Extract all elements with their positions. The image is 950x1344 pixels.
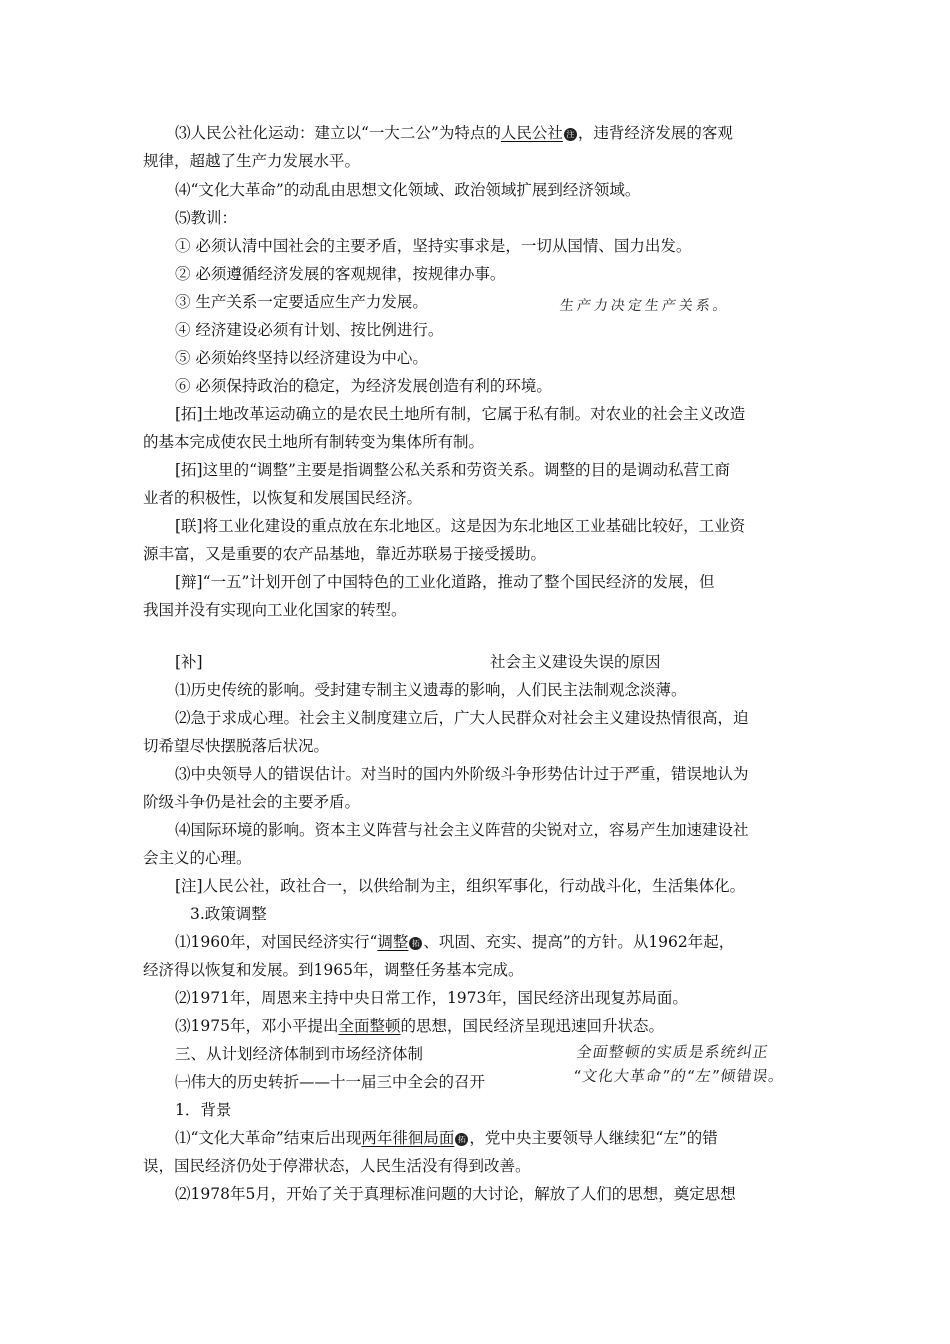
text-segment: ⑴“文化大革命”结束后出现 xyxy=(175,1129,362,1147)
paragraph-line: ⑵1978年5月，开始了关于真理标准问题的大讨论，解放了人们的思想，奠定思想 xyxy=(175,1185,736,1203)
paragraph-line xyxy=(175,1016,845,1036)
underlined-term: 调整 xyxy=(377,933,409,951)
handwritten-line: “文化大革命”的“左”倾错误。 xyxy=(572,1067,786,1085)
underlined-term: 人民公社 xyxy=(500,124,563,142)
subsection-heading: 3.政策调整 xyxy=(190,905,267,923)
paragraph-line: ⑵1971年，周恩来主持中央日常工作，1973年，国民经济出现复苏局面。 xyxy=(175,989,688,1007)
paragraph-line: [拓]这里的“调整”主要是指调整公私关系和劳资关系。调整的目的是调动私营工商 xyxy=(175,461,730,479)
paragraph-line: 我国并没有实现向工业化国家的转型。 xyxy=(143,601,407,619)
list-item: ③ 生产关系一定要适应生产力发展。 xyxy=(175,293,428,311)
subsection-heading: 1．背景 xyxy=(175,1101,232,1119)
paragraph-line: ⑵急于求成心理。社会主义制度建立后，广大人民群众对社会主义建设热情很高，迫 xyxy=(175,709,749,727)
paragraph-line: ⑸教训： xyxy=(175,209,238,227)
paragraph-line xyxy=(175,1128,845,1148)
list-item: ⑥ 必须保持政治的稳定，为经济发展创造有利的环境。 xyxy=(175,377,552,395)
text-segment: ⑶人民公社化运动：建立以“一大二公”为特点的 xyxy=(175,124,501,142)
paragraph-line: 的基本完成使农民土地所有制转变为集体所有制。 xyxy=(143,433,485,451)
paragraph-line: 会主义的心理。 xyxy=(143,849,252,867)
list-item: ② 必须遵循经济发展的客观规律，按规律办事。 xyxy=(175,265,506,283)
text-segment: ，违背经济发展的客观 xyxy=(577,124,733,142)
list-item: ⑤ 必须始终坚持以经济建设为中心。 xyxy=(175,349,428,367)
paragraph-line: 经济得以恢复和发展。到1965年，调整任务基本完成。 xyxy=(143,961,524,979)
paragraph-line: 源丰富，又是重要的农产品基地，靠近苏联易于接受援助。 xyxy=(143,545,547,563)
paragraph-line: 业者的积极性，以恢复和发展国民经济。 xyxy=(143,489,423,507)
note-badge-icon: 注 xyxy=(564,128,577,141)
text-segment: ⑴1960年，对国民经济实行“ xyxy=(175,933,378,951)
section-heading: 三、从计划经济体制到市场经济体制 xyxy=(175,1045,424,1063)
paragraph-line: ⑶中央领导人的错误估计。对当时的国内外阶级斗争形势估计过于严重，错误地认为 xyxy=(175,765,749,783)
text-segment: ，党中央主要领导人继续犯“左”的错 xyxy=(469,1129,718,1147)
subsection-heading: ㈠伟大的历史转折——十一届三中全会的召开 xyxy=(175,1073,486,1091)
paragraph-line: 规律，超越了生产力发展水平。 xyxy=(143,152,361,170)
paragraph-line xyxy=(175,932,845,952)
section-tag: [补] xyxy=(175,653,203,671)
underlined-term: 两年徘徊局面 xyxy=(361,1129,455,1147)
paragraph-line: 切希望尽快摆脱落后状况。 xyxy=(143,737,330,755)
text-segment: ⑶1975年，邓小平提出 xyxy=(175,1017,339,1035)
paragraph-line: 误，国民经济仍处于停滞状态，人民生活没有得到改善。 xyxy=(143,1157,531,1175)
paragraph-line: [辩]“一五”计划开创了中国特色的工业化道路，推动了整个国民经济的发展，但 xyxy=(175,573,715,591)
paragraph-line: ⑷“文化大革命”的动乱由思想文化领域、政治领域扩展到经济领域。 xyxy=(175,181,641,199)
paragraph-line: [拓]土地改革运动确立的是农民土地所有制，它属于私有制。对农业的社会主义改造 xyxy=(175,405,746,423)
list-item: ④ 经济建设必须有计划、按比例进行。 xyxy=(175,321,444,339)
note-badge-icon: 拓 xyxy=(455,1133,468,1146)
text-segment: 的思想，国民经济呈现迅速回升状态。 xyxy=(400,1017,664,1035)
paragraph-line: ⑴历史传统的影响。受封建专制主义遗毒的影响，人们民主法制观念淡薄。 xyxy=(175,681,687,699)
paragraph-line: 阶级斗争仍是社会的主要矛盾。 xyxy=(143,793,361,811)
note-badge-icon: 拓 xyxy=(409,937,422,950)
list-item: ① 必须认清中国社会的主要矛盾，坚持实事求是，一切从国情、国力出发。 xyxy=(175,237,692,255)
handwritten-note: 生产力决定生产关系。 xyxy=(558,298,731,314)
paragraph-line xyxy=(175,123,845,143)
text-segment: 、巩固、充实、提高”的方针。从1962年起， xyxy=(423,933,735,951)
section-title: 社会主义建设失误的原因 xyxy=(490,653,661,671)
paragraph-line: [联]将工业化建设的重点放在东北地区。这是因为东北地区工业基础比较好，工业资 xyxy=(175,517,746,535)
handwritten-line: 全面整顿的实质是系统纠正 xyxy=(575,1043,770,1061)
paragraph-line: [注]人民公社，政社合一，以供给制为主，组织军事化，行动战斗化，生活集体化。 xyxy=(175,877,746,895)
handwritten-note xyxy=(572,1040,790,1088)
underlined-term: 全面整顿 xyxy=(338,1017,401,1035)
paragraph-line: ⑷国际环境的影响。资本主义阵营与社会主义阵营的尖锐对立，容易产生加速建设社 xyxy=(175,821,749,839)
